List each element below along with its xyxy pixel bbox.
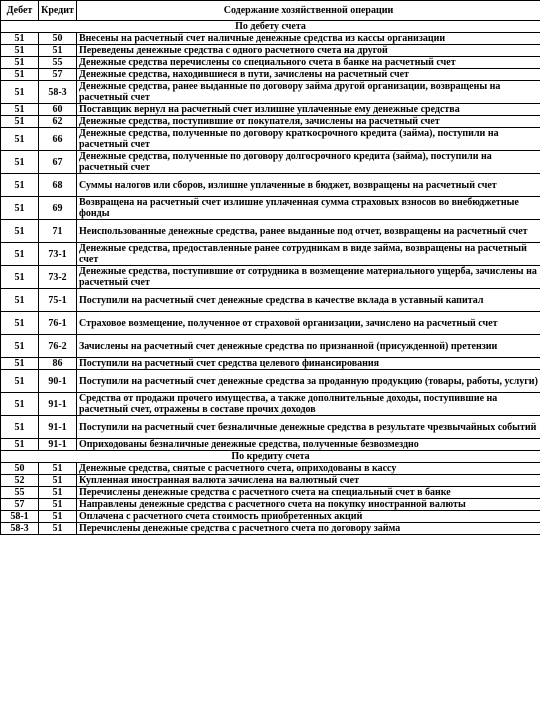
debit-cell: 57 — [1, 499, 39, 511]
table-row — [1, 69, 540, 81]
credit-cell: 73-1 — [39, 243, 77, 266]
credit-cell: 68 — [39, 174, 77, 197]
table-row — [1, 439, 540, 451]
description-cell: Денежные средства перечислены со специального счета в банке на расчетный счет — [77, 57, 540, 69]
debit-cell: 51 — [1, 174, 39, 197]
credit-cell: 75-1 — [39, 289, 77, 312]
description-cell: Страховое возмещение, полученное от страховой организации, зачислено на расчетный счет — [77, 312, 540, 335]
credit-cell: 57 — [39, 69, 77, 81]
credit-cell: 51 — [39, 499, 77, 511]
credit-cell: 51 — [39, 511, 77, 523]
credit-column-header: Кредит — [39, 1, 77, 21]
credit-cell: 55 — [39, 57, 77, 69]
credit-cell: 76-1 — [39, 312, 77, 335]
credit-cell: 86 — [39, 358, 77, 370]
credit-cell: 51 — [39, 523, 77, 535]
debit-cell: 51 — [1, 220, 39, 243]
table-row — [1, 128, 540, 151]
debit-cell: 51 — [1, 116, 39, 128]
table-row — [1, 393, 540, 416]
debit-column-header: Дебет — [1, 1, 39, 21]
credit-cell: 91-1 — [39, 439, 77, 451]
table-row — [1, 475, 540, 487]
description-cell: Зачислены на расчетный счет денежные средства по признанной (присужденной) претензии — [77, 335, 540, 358]
debit-cell: 51 — [1, 370, 39, 393]
debit-cell: 51 — [1, 197, 39, 220]
credit-cell: 51 — [39, 463, 77, 475]
credit-cell: 73-2 — [39, 266, 77, 289]
table-row — [1, 289, 540, 312]
credit-cell: 60 — [39, 104, 77, 116]
credit-cell: 51 — [39, 45, 77, 57]
table-row — [1, 151, 540, 174]
credit-cell: 91-1 — [39, 393, 77, 416]
debit-cell: 51 — [1, 266, 39, 289]
debit-cell: 51 — [1, 57, 39, 69]
debit-cell: 50 — [1, 463, 39, 475]
table-row — [1, 197, 540, 220]
description-cell: Поступили на расчетный счет денежные средства в качестве вклада в уставный капитал — [77, 289, 540, 312]
section-row — [1, 21, 540, 33]
description-cell: Направлены денежные средства с расчетного счета на покупку иностранной валюты — [77, 499, 540, 511]
debit-cell: 51 — [1, 33, 39, 45]
credit-cell: 50 — [39, 33, 77, 45]
debit-cell: 55 — [1, 487, 39, 499]
description-cell: Поступили на расчетный счет безналичные денежные средства в результате чрезвычайных событий — [77, 416, 540, 439]
table-row — [1, 220, 540, 243]
table-row — [1, 104, 540, 116]
description-cell: Купленная иностранная валюта зачислена на валютный счет — [77, 475, 540, 487]
debit-cell: 51 — [1, 128, 39, 151]
credit-cell: 90-1 — [39, 370, 77, 393]
debit-cell: 51 — [1, 289, 39, 312]
debit-cell: 52 — [1, 475, 39, 487]
credit-cell: 91-1 — [39, 416, 77, 439]
table-row — [1, 116, 540, 128]
table-row — [1, 511, 540, 523]
table-row — [1, 312, 540, 335]
description-cell: Денежные средства, предоставленные ранее сотрудникам в виде займа, возвращены на расчетный счет — [77, 243, 540, 266]
credit-cell: 51 — [39, 475, 77, 487]
table-row — [1, 81, 540, 104]
table-row — [1, 243, 540, 266]
debit-cell: 51 — [1, 335, 39, 358]
description-cell: Поступили на расчетный счет средства целевого финансирования — [77, 358, 540, 370]
table-row — [1, 487, 540, 499]
table-row — [1, 57, 540, 69]
table-row — [1, 499, 540, 511]
section-title: По кредиту счета — [1, 451, 540, 463]
debit-cell: 51 — [1, 243, 39, 266]
table-row — [1, 335, 540, 358]
credit-cell: 76-2 — [39, 335, 77, 358]
debit-cell: 51 — [1, 45, 39, 57]
description-cell: Оприходованы безналичные денежные средства, полученные безвозмездно — [77, 439, 540, 451]
debit-cell: 51 — [1, 416, 39, 439]
credit-cell: 66 — [39, 128, 77, 151]
table-row — [1, 45, 540, 57]
description-cell: Возвращена на расчетный счет излишне уплаченная сумма страховых взносов во внебюджетные фонды — [77, 197, 540, 220]
ledger-body — [1, 21, 540, 535]
debit-cell: 51 — [1, 312, 39, 335]
credit-cell: 69 — [39, 197, 77, 220]
debit-cell: 51 — [1, 104, 39, 116]
debit-cell: 51 — [1, 151, 39, 174]
description-cell: Перечислены денежные средства с расчетного счета на специальный счет в банке — [77, 487, 540, 499]
header-row — [1, 1, 540, 21]
description-cell: Неиспользованные денежные средства, ранее выданные под отчет, возвращены на расчетный счет — [77, 220, 540, 243]
description-cell: Поступили на расчетный счет денежные средства за проданную продукцию (товары, работы, услуги) — [77, 370, 540, 393]
description-cell: Оплачена с расчетного счета стоимость приобретенных акций — [77, 511, 540, 523]
table-row — [1, 370, 540, 393]
content-column-header: Содержание хозяйственной операции — [77, 1, 540, 21]
description-cell: Денежные средства, полученные по договору краткосрочного кредита (займа), поступили на расчетный счет — [77, 128, 540, 151]
table-row — [1, 174, 540, 197]
description-cell: Средства от продажи прочего имущества, а также дополнительные доходы, поступившие на расчетный счет, отражены в составе прочих доходов — [77, 393, 540, 416]
credit-cell: 51 — [39, 487, 77, 499]
debit-cell: 58-1 — [1, 511, 39, 523]
section-title: По дебету счета — [1, 21, 540, 33]
credit-cell: 58-3 — [39, 81, 77, 104]
debit-cell: 51 — [1, 358, 39, 370]
table-row — [1, 33, 540, 45]
description-cell: Денежные средства, ранее выданные по договору займа другой организации, возвращены на расчетный счет — [77, 81, 540, 104]
description-cell: Перечислены денежные средства с расчетного счета по договору займа — [77, 523, 540, 535]
description-cell: Денежные средства, полученные по договору долгосрочного кредита (займа), поступили на расчетный счет — [77, 151, 540, 174]
description-cell: Переведены денежные средства с одного расчетного счета на другой — [77, 45, 540, 57]
description-cell: Денежные средства, снятые с расчетного счета, оприходованы в кассу — [77, 463, 540, 475]
section-row — [1, 451, 540, 463]
table-row — [1, 523, 540, 535]
debit-cell: 51 — [1, 69, 39, 81]
debit-cell: 51 — [1, 393, 39, 416]
description-cell: Суммы налогов или сборов, излишне уплаченные в бюджет, возвращены на расчетный счет — [77, 174, 540, 197]
debit-cell: 51 — [1, 439, 39, 451]
description-cell: Денежные средства, поступившие от покупателя, зачислены на расчетный счет — [77, 116, 540, 128]
table-row — [1, 266, 540, 289]
credit-cell: 62 — [39, 116, 77, 128]
description-cell: Денежные средства, поступившие от сотрудника в возмещение материального ущерба, зачислены на расчетный счет — [77, 266, 540, 289]
credit-cell: 71 — [39, 220, 77, 243]
description-cell: Внесены на расчетный счет наличные денежные средства из кассы организации — [77, 33, 540, 45]
debit-cell: 51 — [1, 81, 39, 104]
table-row — [1, 463, 540, 475]
debit-cell: 58-3 — [1, 523, 39, 535]
credit-cell: 67 — [39, 151, 77, 174]
table-row — [1, 416, 540, 439]
table-row — [1, 358, 540, 370]
description-cell: Поставщик вернул на расчетный счет излишне уплаченные ему денежные средства — [77, 104, 540, 116]
description-cell: Денежные средства, находившиеся в пути, зачислены на расчетный счет — [77, 69, 540, 81]
